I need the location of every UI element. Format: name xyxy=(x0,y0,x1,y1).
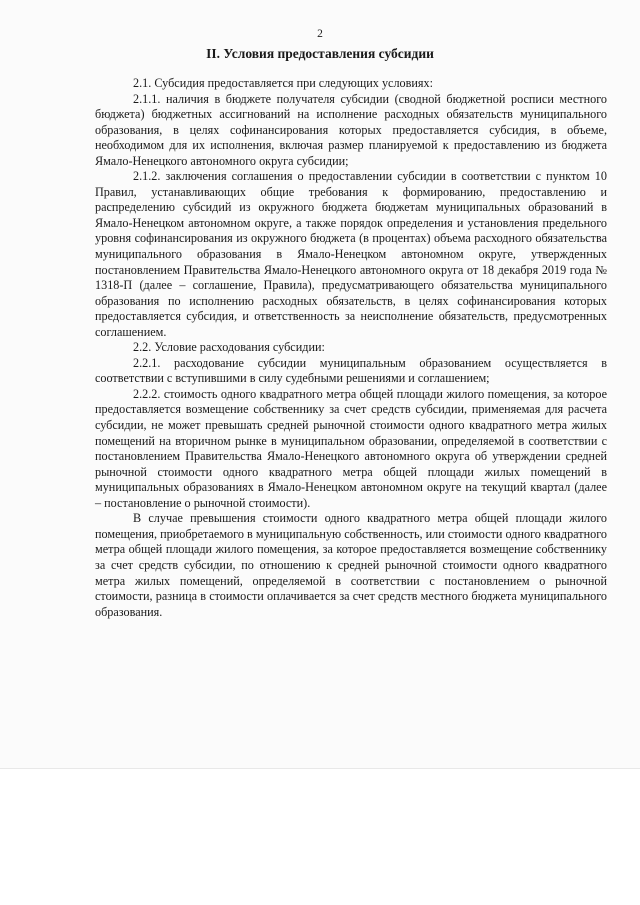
paragraph-2-2-1: 2.2.1. расходование субсидии муниципальным образованием осуществляется в соответствии с вступившими в силу судебными решениями и соглашением; xyxy=(95,355,607,386)
section-title: II. Условия предоставления субсидии xyxy=(206,46,434,61)
blank-area xyxy=(0,768,640,905)
paragraph-2-1: 2.1. Субсидия предоставляется при следующих условиях: xyxy=(133,76,433,90)
document-body xyxy=(95,76,607,620)
paragraph-2-2-2: 2.2.2. стоимость одного квадратного метра общей площади жилого помещения, за которое предоставляется возмещение собственнику за счет средств субсидии, применяемая для расчета субсидии, не может превышать средней рыночной стоимости одного квадратного метра жилых помещений на вторичном рынке в муниципальном образовании, определяемой в соответствии с постановлением Правительства Ямало-Ненецкого автономного округа об утверждении средней рыночной стоимости одного квадратного метра общей площади жилых помещений в муниципальных образованиях в Ямало-Ненецком автономном округе на текущий квартал (далее – постановление о рыночной стоимости). xyxy=(95,386,607,510)
paragraph-2-2: 2.2. Условие расходования субсидии: xyxy=(133,340,325,355)
paragraph-2-1-2: 2.1.2. заключения соглашения о предоставлении субсидии в соответствии с пунктом 10 Правил, устанавливающих общие требования к формированию, предоставлению и распределению субсидий из окружного бюджета бюджетам муниципальных образований в Ямало-Ненецком автономном округе, а также порядок определения и установления предельного уровня софинансирования из окружного бюджета (в процентах) объема расходного обязательства муниципального образования в Ямало-Ненецком автономном округе, утвержденных постановлением Правительства Ямало-Ненецкого автономного округа от 18 декабря 2019 года № 1318-П (далее – соглашение, Правила), предусматривающего обязательства муниципального образования по исполнению расходных обязательств, в целях софинансирования которых предоставляется субсидия, и ответственность за неисполнение обязательств, предусмотренных соглашением. xyxy=(95,169,607,339)
page-number: 2 xyxy=(317,28,323,40)
paragraph-excess-cost: В случае превышения стоимости одного квадратного метра общей площади жилого помещения, приобретаемого в муниципальную собственность, или стоимости одного квадратного метра общей площади жилого помещения, за которое предоставляется возмещение собственнику за счет средств субсидии, по отношению к средней рыночной стоимости одного квадратного метра жилых помещений, определяемой в соответствии с постановлением о рыночной стоимости, разница в стоимости оплачивается за счет средств местного бюджета муниципального образования. xyxy=(95,511,607,619)
paragraph-2-1-1: 2.1.1. наличия в бюджете получателя субсидии (сводной бюджетной росписи местного бюджета) бюджетных ассигнований на исполнение расходных обязательств муниципального образования, в целях софинансирования которых предоставляется субсидия, в объеме, необходимом для их исполнения, включая размер планируемой к предоставлению из бюджета Ямало-Ненецкого автономного округа субсидии; xyxy=(95,91,607,168)
